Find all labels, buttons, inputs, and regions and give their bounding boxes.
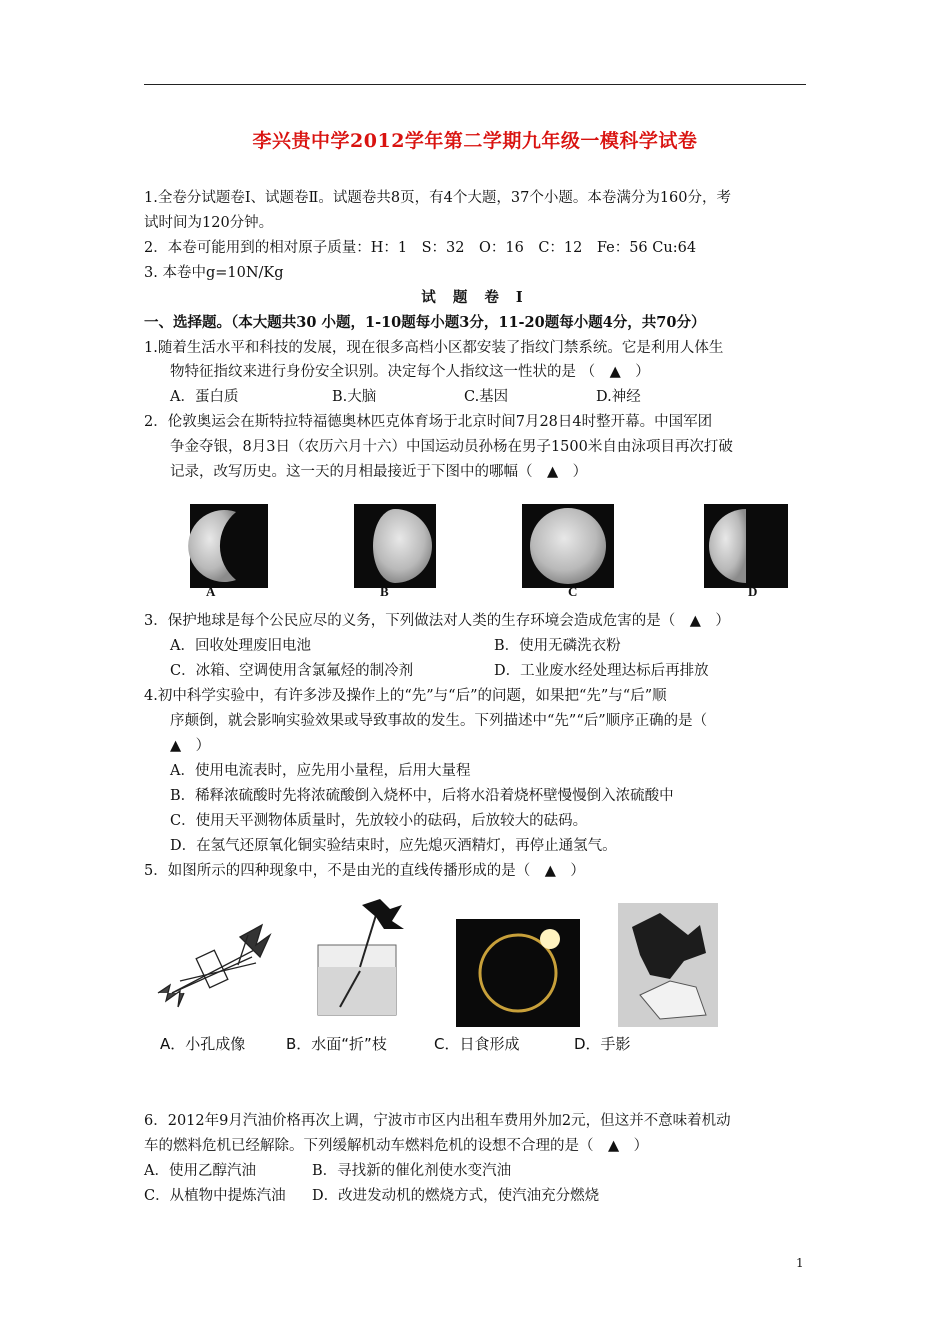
q4-option-b: B．稀释浓硫酸时先将浓硫酸倒入烧杯中，后将水沿着烧杯壁慢慢倒入浓硫酸中 [170, 788, 674, 804]
question-2-line: 2．伦敦奥运会在斯特拉特福德奥林匹克体育场于北京时间7月28日4时整开幕。中国军团 [144, 414, 713, 430]
q3-option-a: A．回收处理废旧电池 [170, 638, 311, 654]
bent-stick-water-image [318, 899, 404, 1015]
question-4-line: ▲ ） [170, 738, 211, 754]
note-line: 2．本卷可能用到的相对原子质量：H：1 S：32 O：16 C：12 Fe：56 Cu:64 [144, 240, 697, 256]
hand-shadow-image [618, 903, 718, 1027]
q5-caption-a: A．小孔成像 [160, 1035, 246, 1053]
question-1-line: 物特征指纹来进行身份安全识别。决定每个人指纹这一性状的是 （ ▲ ） [170, 364, 650, 380]
question-1-line: 1.随着生活水平和科技的发展，现在很多高档小区都安装了指纹门禁系统。它是利用人体生 [144, 340, 724, 356]
solar-eclipse-image [456, 919, 580, 1027]
pinhole-imaging-image [158, 925, 270, 1007]
moon-label-c: C [568, 584, 578, 599]
question-4-line: 4.初中科学实验中，有许多涉及操作上的“先”与“后”的问题，如果把“先”与“后”顺 [144, 688, 667, 704]
question-6-line: 6．2012年9月汽油价格再次上调，宁波市市区内出租车费用外加2元，但这并不意味着机动 [144, 1113, 731, 1129]
question-6-line: 车的燃料危机已经解除。下列缓解机动车燃料危机的设想不合理的是（ ▲ ） [144, 1138, 649, 1154]
q4-option-c: C．使用天平测物体质量时，先放较小的砝码，后放较大的砝码。 [170, 813, 588, 829]
question-5-line: 5．如图所示的四种现象中，不是由光的直线传播形成的是（ ▲ ） [144, 863, 585, 879]
q1-option-c: C.基因 [464, 389, 509, 405]
q6-option-d: D．改进发动机的燃烧方式，使汽油充分燃烧 [312, 1188, 600, 1204]
light-phenomena-figure [140, 895, 730, 1030]
question-3-line: 3．保护地球是每个公民应尽的义务，下列做法对人类的生存环境会造成危害的是（ ▲ ） [144, 613, 730, 629]
moon-label-b: B [380, 584, 389, 599]
q5-caption-b: B．水面“折”枝 [286, 1035, 387, 1053]
q1-option-b: B.大脑 [332, 389, 377, 405]
moon-label-a: A [206, 584, 216, 599]
part-heading: 一、选择题。（本大题共30 小题，1-10题每小题3分，11-20题每小题4分，共70分） [144, 314, 706, 331]
moon-a-crescent-image [188, 504, 268, 588]
q4-option-a: A．使用电流表时，应先用小量程，后用大量程 [170, 763, 471, 779]
moon-d-half-image [704, 504, 788, 588]
q1-option-a: A．蛋白质 [170, 389, 239, 405]
moon-b-gibbous-image [354, 504, 436, 588]
moon-c-full-image [522, 504, 614, 588]
moon-label-d: D [748, 584, 758, 599]
q5-caption-c: C．日食形成 [434, 1035, 520, 1053]
note-line: 1.全卷分试题卷Ⅰ、试题卷Ⅱ。试题卷共8页，有4个大题，37个小题。本卷满分为160分，考 [144, 190, 731, 206]
note-line: 试时间为120分钟。 [144, 215, 274, 231]
section-heading: 试 题 卷 Ⅰ [421, 289, 529, 306]
question-4-line: 序颠倒，就会影响实验效果或导致事故的发生。下列描述中“先”“后”顺序正确的是（ [170, 713, 708, 729]
header-rule [144, 84, 806, 85]
question-2-line: 记录，改写历史。这一天的月相最接近于下图中的哪幅（ ▲ ） [170, 464, 588, 480]
q5-caption-d: D．手影 [574, 1035, 631, 1053]
q6-option-c: C．从植物中提炼汽油 [144, 1188, 286, 1204]
q6-option-a: A．使用乙醇汽油 [144, 1163, 256, 1179]
page-title: 李兴贵中学2012学年第二学期九年级一模科学试卷 [252, 130, 698, 152]
page-number: 1 [796, 1256, 804, 1270]
q3-option-d: D．工业废水经处理达标后再排放 [494, 663, 709, 679]
q1-option-d: D.神经 [596, 389, 641, 405]
q3-option-b: B．使用无磷洗衣粉 [494, 638, 621, 654]
question-2-line: 争金夺银，8月3日（农历六月十六）中国运动员孙杨在男子1500米自由泳项目再次打破 [170, 439, 733, 455]
q3-option-c: C．冰箱、空调使用含氯氟烃的制冷剂 [170, 663, 414, 679]
q4-option-d: D．在氢气还原氧化铜实验结束时，应先熄灭酒精灯，再停止通氢气。 [170, 838, 617, 854]
moon-phase-figure [170, 492, 810, 604]
note-line: 3. 本卷中g=10N/Kg [144, 265, 284, 281]
q6-option-b: B．寻找新的催化剂使水变汽油 [312, 1163, 512, 1179]
